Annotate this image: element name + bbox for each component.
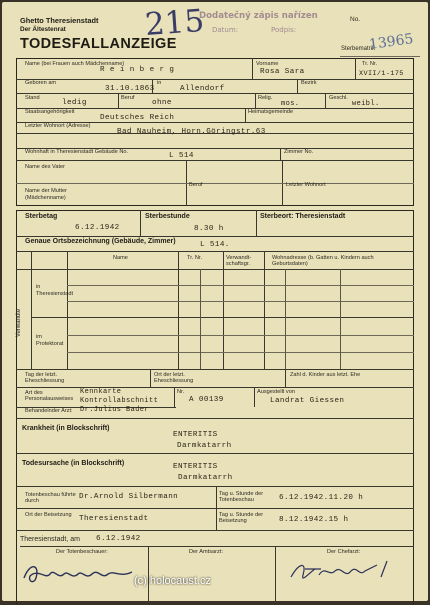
row-theresienstadt-label: in Theresienstadt bbox=[36, 284, 74, 297]
mutter-label: Name der Mutter (Mädchenname) bbox=[25, 188, 67, 201]
ausweis-nr-value: A 00139 bbox=[189, 396, 224, 404]
col-divider bbox=[255, 93, 256, 108]
arzt-value: Dr.Julius Bader bbox=[80, 406, 150, 414]
col-divider bbox=[285, 369, 286, 387]
krankheit-value-2: Darmkatarrh bbox=[177, 442, 232, 450]
stamp-title: Dodatečný zápis nařízen bbox=[199, 11, 318, 21]
col-verwandtschaft-header: Verwandt-schaftsgr. bbox=[226, 255, 252, 268]
ausweis-nr-label: Nr. bbox=[177, 389, 185, 395]
name-value: R e i n b e r g bbox=[100, 66, 175, 74]
ausweis-art-value: Kennkarte bbox=[80, 388, 122, 396]
stand-label: Stand bbox=[25, 95, 40, 101]
ausstellungsort-label: Theresienstadt, am bbox=[20, 536, 80, 543]
ortsbez-label: Genaue Ortsbezeichnung (Gebäude, Zimmer) bbox=[25, 238, 176, 245]
col-wohnadresse-header: Wohnadresse (b. Gatten u. Kindern auch Geburtsdaten) bbox=[272, 255, 374, 268]
ort-ehe-label: Ort der letzt. Eheschliessung bbox=[154, 372, 194, 385]
beschau-fuehrt-label: Totenbeschau führte durch bbox=[25, 492, 76, 505]
beisetzung-ort-label: Ort der Beisetzung bbox=[25, 512, 72, 518]
ausgestellt-value: Landrat Giessen bbox=[270, 397, 345, 405]
handwritten-number: 215 bbox=[143, 2, 206, 44]
relig-value: mos. bbox=[281, 100, 300, 108]
name-label: Name (bei Frauen auch Mädchenname) bbox=[25, 61, 125, 67]
row-divider-lite bbox=[16, 183, 414, 184]
zahl-kinder-label: Zahl d. Kinder aus letzt. Ehe bbox=[290, 372, 361, 378]
col-divider bbox=[245, 108, 246, 122]
col-divider-lite bbox=[285, 269, 286, 369]
geburtsort-label: in bbox=[157, 80, 162, 86]
col-divider bbox=[118, 93, 119, 108]
sterbestunde-value: 8.30 h bbox=[194, 225, 224, 233]
bezirk-label: Bezirk bbox=[301, 80, 317, 86]
sterbestunde-label: Sterbestunde bbox=[145, 213, 190, 220]
row-divider bbox=[16, 530, 414, 531]
ausweis-art-label: Art des Personalausweises bbox=[25, 390, 74, 403]
row-divider bbox=[16, 79, 414, 80]
row-divider bbox=[16, 236, 414, 237]
no-label: No. bbox=[350, 16, 361, 23]
wohnort-label: Letzter Wohnort (Adresse) bbox=[25, 123, 91, 129]
sterbematrik-label: Sterbematrik bbox=[341, 46, 376, 52]
todesursache-value-2: Darmkatarrh bbox=[178, 474, 233, 482]
trnr-label: Tr. Nr. bbox=[362, 61, 378, 67]
row-divider bbox=[20, 546, 414, 547]
sterbetag-label: Sterbetag bbox=[25, 213, 58, 220]
ausgestellt-label: Ausgestellt von bbox=[257, 389, 295, 395]
geschl-label: Geschl. bbox=[329, 95, 348, 101]
staat-value: Deutsches Reich bbox=[100, 114, 175, 122]
sterbetag-value: 6.12.1942 bbox=[75, 224, 120, 232]
col-divider bbox=[325, 93, 326, 108]
col-divider bbox=[252, 58, 253, 79]
staat-label: Staatsangehörigkeit bbox=[25, 109, 75, 115]
vater-label: Name des Vater bbox=[25, 164, 66, 170]
col-divider bbox=[174, 387, 175, 407]
geburtsort-value: Allendorf bbox=[180, 85, 225, 93]
row-divider-lite bbox=[67, 335, 414, 336]
row-protektorat-label: im Protektorat bbox=[36, 334, 64, 347]
row-divider bbox=[16, 387, 414, 388]
krankheit-value: ENTERITIS bbox=[173, 431, 218, 439]
col-divider bbox=[297, 79, 298, 93]
row-divider bbox=[16, 251, 414, 252]
org-name: Ghetto Theresienstadt bbox=[20, 16, 99, 25]
heimat-label: Heimatsgemeinde bbox=[248, 109, 294, 115]
col-divider bbox=[280, 148, 281, 160]
geschl-value: weibl. bbox=[352, 100, 380, 108]
ausstellungsdatum-value: 6.12.1942 bbox=[96, 535, 141, 543]
col-divider bbox=[140, 210, 141, 236]
geboren-value: 31.10.1863 bbox=[105, 85, 155, 93]
beisetzung-tag-label: Tag u. Stunde der Beisetzung bbox=[219, 512, 264, 525]
org-subname: Der Ältestenrat bbox=[20, 26, 66, 33]
col-divider bbox=[355, 58, 356, 79]
zimmer-label: Zimmer No. bbox=[284, 149, 314, 155]
chefarzt-label: Der Chefarzt: bbox=[327, 549, 361, 555]
row-divider bbox=[16, 160, 414, 161]
relig-label: Relig. bbox=[258, 95, 273, 101]
wohnort-value: Bad Nauheim, Horn.Göringstr.63 bbox=[117, 128, 266, 136]
col-divider-lite bbox=[200, 269, 201, 369]
col-divider bbox=[256, 210, 257, 236]
form-title: TODESFALLANZEIGE bbox=[20, 36, 177, 52]
eltern-wohnort-label: Letzter Wohnort bbox=[286, 182, 326, 188]
row-divider-lite bbox=[67, 352, 414, 353]
col-name-header: Name bbox=[113, 255, 128, 261]
beruf-label: Beruf bbox=[121, 95, 135, 101]
chefarzt-signature bbox=[285, 555, 400, 587]
row-divider bbox=[16, 453, 414, 454]
verwandte-side-label: Verwandte bbox=[16, 308, 23, 338]
col-divider bbox=[275, 546, 276, 603]
row-divider-lite bbox=[67, 301, 414, 302]
amtsarzt-label: Der Amtsarzt: bbox=[189, 549, 223, 555]
arzt-label: Behandelnder Arzt: bbox=[25, 408, 73, 414]
row-divider bbox=[16, 269, 414, 270]
trnr-value: XVII/1-175 bbox=[359, 70, 404, 78]
col-divider-lite bbox=[340, 269, 341, 369]
watermark: (c) holocaust.cz bbox=[134, 575, 212, 587]
col-divider bbox=[254, 387, 255, 407]
row-divider-lite bbox=[67, 285, 414, 286]
vorname-value: Rosa Sara bbox=[260, 68, 305, 76]
beisetzung-tag-value: 8.12.1942.15 h bbox=[279, 516, 349, 524]
geboren-label: Geboren am bbox=[25, 80, 57, 86]
beisetzung-ort-value: Theresienstadt bbox=[79, 515, 149, 523]
todesursache-value: ENTERITIS bbox=[173, 463, 218, 471]
krankheit-label: Krankheit (in Blockschrift) bbox=[22, 425, 110, 432]
vorname-label: Vorname bbox=[256, 61, 279, 67]
wohnhaft-label: Wohnhaft in Theresienstadt Gebäude No. bbox=[25, 149, 129, 155]
stamp-signature: Podpis: bbox=[271, 26, 297, 34]
totenbeschauer-label: Der Totenbeschauer: bbox=[56, 549, 108, 555]
row-divider bbox=[16, 369, 414, 370]
totenbeschauer-signature bbox=[20, 558, 145, 588]
row-divider bbox=[16, 508, 414, 509]
ausweis-art-value-2: Kontrollabschnitt bbox=[80, 397, 159, 405]
beschau-tag-value: 6.12.1942.11.20 h bbox=[279, 494, 364, 502]
beschau-tag-label: Tag u. Stunde der Totenbeschau bbox=[219, 491, 264, 504]
wohnhaft-value: L 514 bbox=[169, 152, 194, 160]
todesursache-label: Todesursache (in Blockschrift) bbox=[22, 460, 125, 467]
stand-value: ledig bbox=[62, 99, 87, 107]
tag-ehe-label: Tag der letzt. Eheschliessung bbox=[25, 372, 65, 385]
eltern-beruf-label: Beruf bbox=[189, 182, 203, 188]
ortsbez-value: L 514. bbox=[200, 241, 230, 249]
sterbeort-label: Sterbeort: Theresienstadt bbox=[260, 213, 346, 220]
sterbematrik-line bbox=[340, 56, 420, 57]
beschau-fuehrt-value: Dr.Arnold Silbermann bbox=[79, 493, 179, 501]
row-divider bbox=[16, 418, 414, 419]
col-trnr-header: Tr. Nr. bbox=[187, 255, 203, 261]
sterbematrik-number: 13965 bbox=[368, 30, 415, 54]
row-divider bbox=[16, 486, 414, 487]
row-divider bbox=[16, 108, 414, 109]
stamp-date: Datum: bbox=[212, 26, 239, 34]
beruf-value: ohne bbox=[152, 99, 172, 107]
col-divider bbox=[150, 369, 151, 387]
row-divider bbox=[31, 317, 414, 318]
